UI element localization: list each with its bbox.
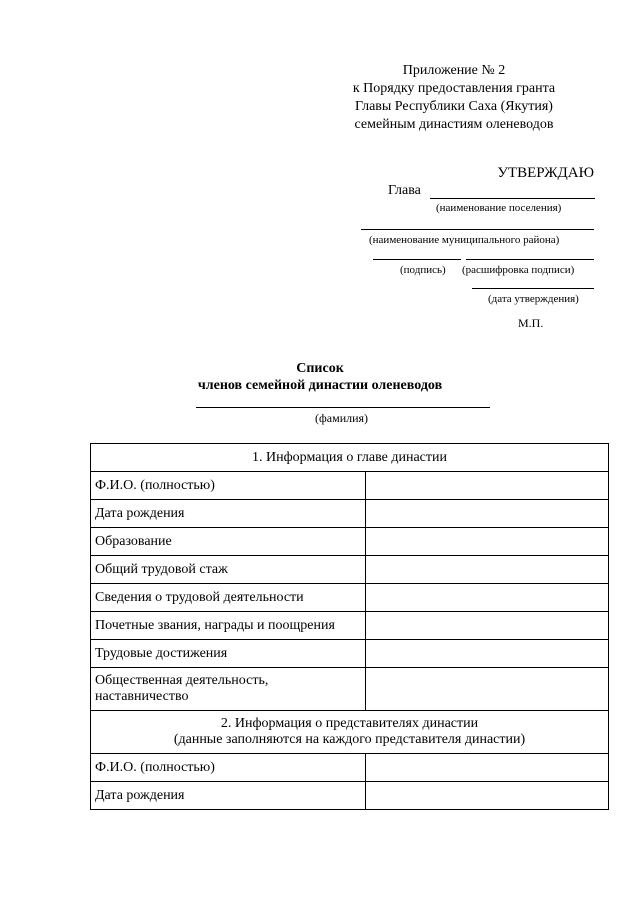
appendix-ref-line: семейным династиям оленеводов	[354, 117, 554, 132]
row-value-cell[interactable]	[365, 500, 608, 528]
section1-header: 1. Информация о главе династии	[91, 444, 609, 472]
row-label: Почетные звания, награды и поощрения	[91, 612, 366, 640]
row-label: Общий трудовой стаж	[91, 556, 366, 584]
row-value-cell[interactable]	[365, 782, 608, 810]
decoding-line	[466, 259, 594, 260]
table-row	[91, 754, 609, 782]
row-value-cell[interactable]	[365, 640, 608, 668]
row-value-cell[interactable]	[365, 668, 608, 711]
row-label: Дата рождения	[91, 782, 366, 810]
date-line	[472, 288, 594, 289]
section2-header-note: (данные заполняются на каждого представителя династии)	[173, 732, 526, 747]
surname-line	[196, 407, 490, 408]
district-caption: (наименование муниципального района)	[369, 234, 560, 246]
section2-header-title: 2. Информация о представителях династии	[220, 716, 479, 731]
table-row	[91, 472, 609, 500]
appendix-number: Приложение № 2	[402, 63, 506, 78]
appendix-ref-line: Главы Республики Саха (Якутия)	[355, 99, 553, 114]
signature-caption: (подпись)	[400, 264, 446, 276]
table-row	[91, 528, 609, 556]
decoding-caption: (расшифровка подписи)	[462, 264, 575, 276]
row-label: Ф.И.О. (полностью)	[91, 754, 366, 782]
appendix-header	[324, 62, 584, 134]
table-row	[91, 556, 609, 584]
row-label: Дата рождения	[91, 500, 366, 528]
row-label: Трудовые достижения	[91, 640, 366, 668]
glava-signature-line	[430, 198, 595, 199]
glava-label: Глава	[388, 183, 421, 198]
surname-caption: (фамилия)	[315, 411, 369, 425]
row-value-cell[interactable]	[365, 754, 608, 782]
district-line	[361, 229, 594, 230]
document-subtitle: членов семейной династии оленеводов	[197, 378, 443, 393]
section1-header-row	[91, 444, 609, 472]
table-row	[91, 500, 609, 528]
row-value-cell[interactable]	[365, 528, 608, 556]
section2-header-row	[91, 711, 609, 754]
row-label: Сведения о трудовой деятельности	[91, 584, 366, 612]
row-label: Общественная деятельность, наставничество	[91, 668, 366, 711]
row-value-cell[interactable]	[365, 472, 608, 500]
row-label: Ф.И.О. (полностью)	[91, 472, 366, 500]
signature-line	[373, 259, 461, 260]
row-value-cell[interactable]	[365, 556, 608, 584]
appendix-ref-line: к Порядку предоставления гранта	[352, 81, 556, 96]
table-row	[91, 668, 609, 711]
section2-header	[91, 711, 609, 754]
row-value-cell[interactable]	[365, 612, 608, 640]
dynasty-table	[90, 443, 609, 810]
table-row	[91, 782, 609, 810]
settlement-caption: (наименование поселения)	[436, 202, 562, 214]
approval-title: УТВЕРЖДАЮ	[497, 165, 594, 181]
document-title: Список	[296, 361, 344, 376]
row-value-cell[interactable]	[365, 584, 608, 612]
seal-label: М.П.	[518, 316, 544, 330]
table-row	[91, 584, 609, 612]
row-label: Образование	[91, 528, 366, 556]
table-row	[91, 640, 609, 668]
date-caption: (дата утверждения)	[488, 293, 579, 305]
table-row	[91, 612, 609, 640]
